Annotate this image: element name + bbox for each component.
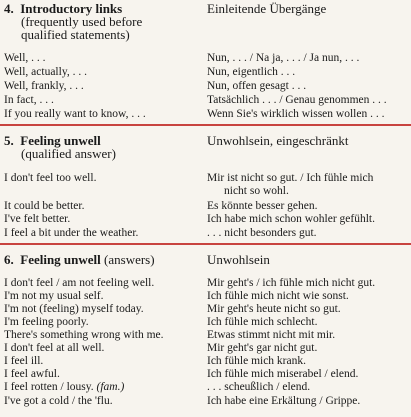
list-item-en: I don't feel / am not feeling well. <box>4 277 155 289</box>
list-item-en: I've got a cold / the 'flu. <box>4 395 113 407</box>
list-item-en: In fact, . . . <box>4 94 54 106</box>
list-item-de: . . . scheußlich / elend. <box>207 381 311 393</box>
section-number: 4. <box>4 1 14 16</box>
list-item-de: Ich fühle mich nicht wie sonst. <box>207 290 349 302</box>
list-item-en: There's something wrong with me. <box>4 329 164 341</box>
list-item-en: I don't feel at all well. <box>4 342 105 354</box>
section-title: Introductory links <box>20 1 123 16</box>
list-item-de: Ich habe eine Erkältung / Grippe. <box>207 395 361 407</box>
list-item-en: Well, actually, . . . <box>4 66 87 78</box>
section-number: 5. <box>4 133 14 148</box>
list-item-en: It could be better. <box>4 200 85 212</box>
list-item-en: I feel ill. <box>4 355 44 367</box>
list-item-en: If you really want to know, . . . <box>4 108 146 120</box>
register-tag: (fam.) <box>96 381 125 393</box>
section-6-german-title: Unwohlsein <box>207 252 270 267</box>
section-divider <box>0 243 411 245</box>
list-item-de-continued: nicht so wohl. <box>224 185 289 197</box>
list-item-en: I've felt better. <box>4 213 71 225</box>
section-divider <box>0 124 411 126</box>
list-item-de: Tatsächlich . . . / Genau genommen . . . <box>207 94 387 106</box>
list-item-de: Mir geht's / ich fühle mich nicht gut. <box>207 277 376 289</box>
list-item-en-text: I feel rotten / lousy. <box>4 381 94 393</box>
list-item-de: Ich fühle mich miserabel / elend. <box>207 368 359 380</box>
list-item-en: I'm not my usual self. <box>4 290 104 302</box>
list-item-en: I'm not (feeling) myself today. <box>4 303 144 315</box>
section-5-german-title: Unwohlsein, eingeschränkt <box>207 133 349 148</box>
list-item-de: Ich fühle mich krank. <box>207 355 306 367</box>
section-title: Feeling unwell <box>20 252 101 267</box>
section-6-heading <box>4 253 155 266</box>
list-item-de: Wenn Sie's wirklich wissen wollen . . . <box>207 108 385 120</box>
list-item-de: Etwas stimmt nicht mit mir. <box>207 329 336 341</box>
list-item-en: I feel a bit under the weather. <box>4 227 139 239</box>
list-item-en: I feel awful. <box>4 368 60 380</box>
list-item-de: Es könnte besser gehen. <box>207 200 318 212</box>
list-item-de: . . . nicht besonders gut. <box>207 227 317 239</box>
list-item-en: I'm feeling poorly. <box>4 316 89 328</box>
list-item-en: I don't feel too well. <box>4 172 97 184</box>
section-4-subtitle-2: qualified statements) <box>21 27 130 42</box>
list-item-en: Well, . . . <box>4 52 46 64</box>
list-item-de: Mir geht's heute nicht so gut. <box>207 303 341 315</box>
list-item-de: Nun, . . . / Na ja, . . . / Ja nun, . . . <box>207 52 360 64</box>
list-item-de: Ich habe mich schon wohler gefühlt. <box>207 213 375 225</box>
list-item-de: Mir geht's gar nicht gut. <box>207 342 318 354</box>
section-4-german-title: Einleitende Übergänge <box>207 1 327 16</box>
list-item-de: Nun, eigentlich . . . <box>207 66 296 78</box>
section-number: 6. <box>4 252 14 267</box>
section-title: Feeling unwell <box>20 133 101 148</box>
list-item-en <box>4 381 124 394</box>
section-5-subtitle: (qualified answer) <box>21 146 116 161</box>
list-item-de: Mir ist nicht so gut. / Ich fühle mich <box>207 172 374 184</box>
list-item-de: Ich fühle mich schlecht. <box>207 316 318 328</box>
section-subtitle: (answers) <box>104 252 155 267</box>
section-4-subtitle-1: (frequently used before <box>21 14 143 29</box>
list-item-de: Nun, offen gesagt . . . <box>207 80 307 92</box>
list-item-en: Well, frankly, . . . <box>4 80 84 92</box>
